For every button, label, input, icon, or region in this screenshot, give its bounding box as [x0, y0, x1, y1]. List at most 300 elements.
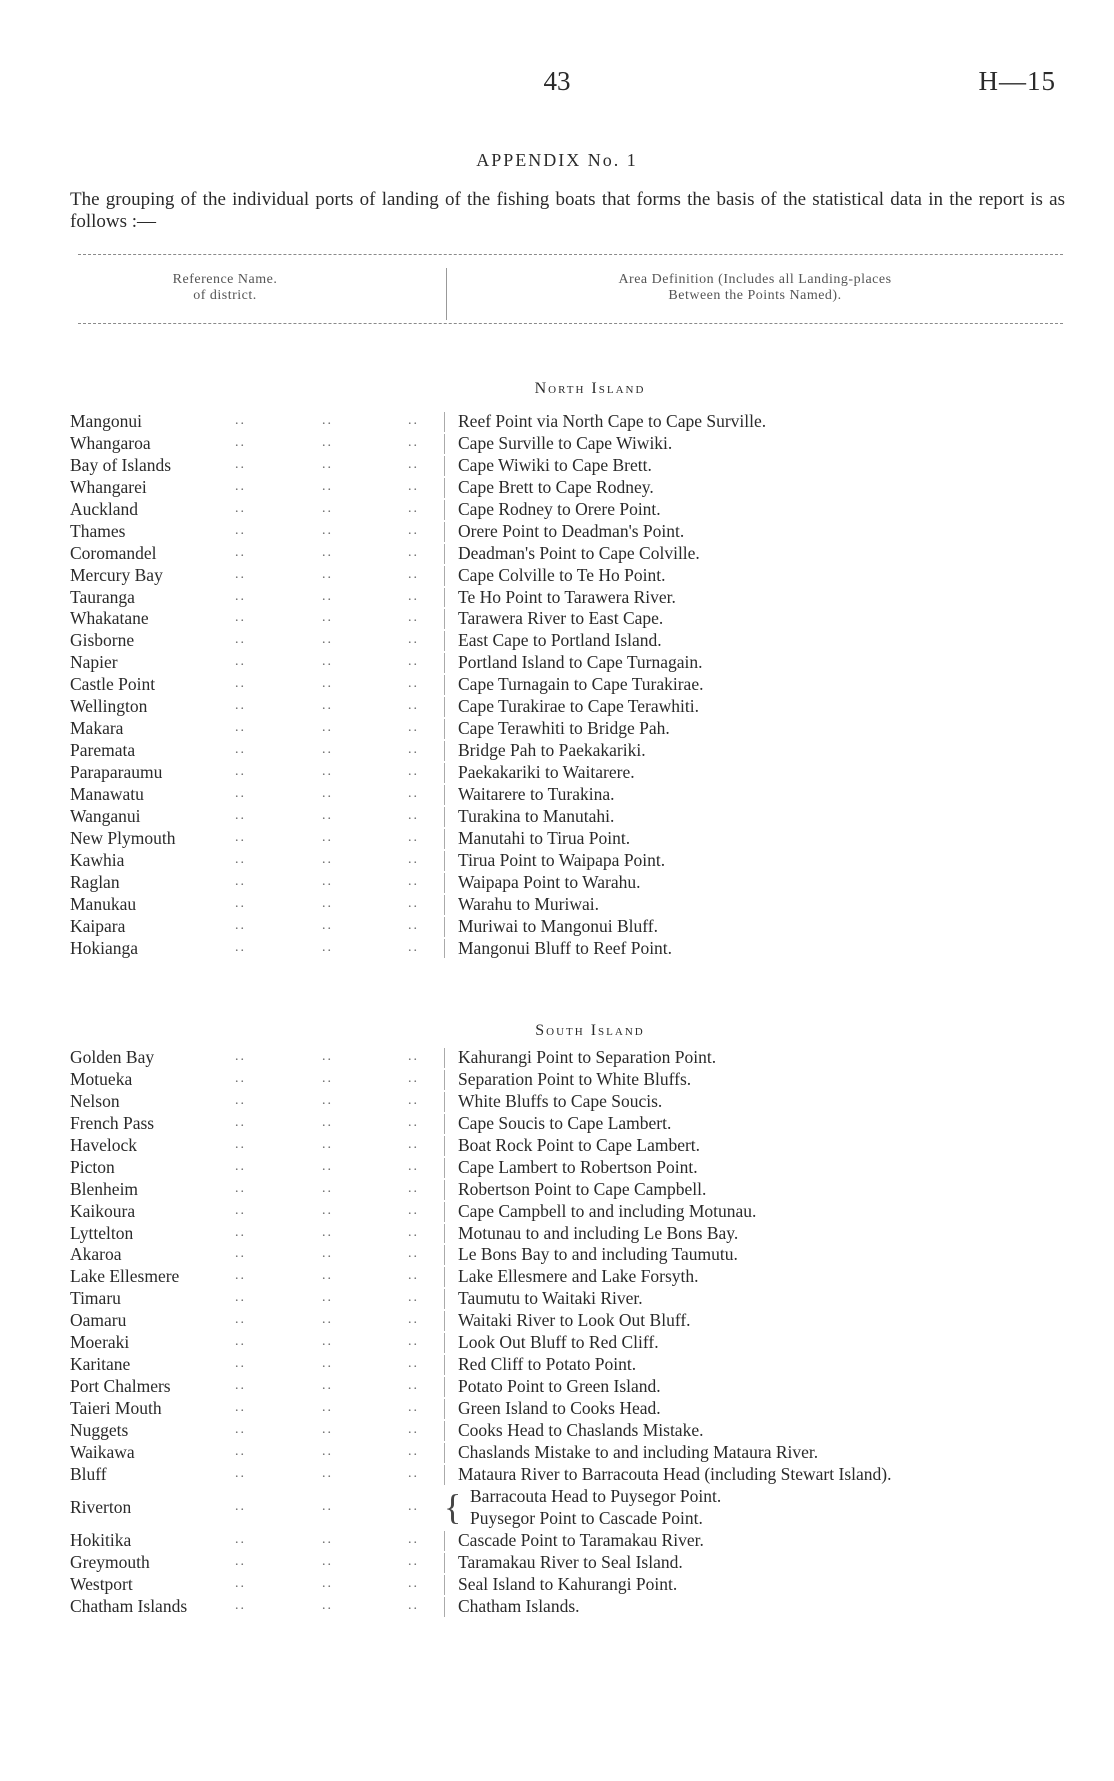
area-definition: Robertson Point to Cape Campbell.	[458, 1178, 707, 1199]
column-divider	[444, 807, 445, 827]
leader-dots: ..	[408, 1597, 419, 1613]
leader-dots: ..	[408, 1312, 419, 1328]
district-name: Manawatu	[70, 783, 144, 804]
leader-dots: ..	[408, 1443, 419, 1459]
district-name: Havelock	[70, 1134, 138, 1155]
column-divider	[444, 1158, 445, 1178]
page-number: 43	[543, 66, 571, 96]
column-heading-divider	[446, 268, 447, 320]
area-definition: Deadman's Point to Cape Colville.	[458, 542, 700, 563]
district-name: Nelson	[70, 1090, 120, 1111]
leader-dots: ..	[235, 1049, 246, 1064]
area-definition: Chatham Islands.	[458, 1595, 580, 1616]
district-name: Kawhia	[70, 849, 125, 870]
leader-dots: ..	[408, 785, 419, 801]
leader-dots: ..	[235, 632, 246, 648]
column-divider	[444, 719, 445, 739]
leader-dots: ..	[322, 456, 333, 472]
district-name: Raglan	[70, 871, 120, 892]
column-divider	[444, 895, 445, 915]
district-name: Hokianga	[70, 937, 139, 958]
table-row	[0, 1529, 1114, 1551]
leader-dots: ..	[408, 434, 419, 450]
column-divider	[444, 1553, 445, 1573]
table-row	[0, 1243, 1114, 1265]
leader-dots: ..	[322, 917, 333, 933]
leader-dots: ..	[408, 1224, 419, 1240]
leader-dots: ..	[235, 1443, 246, 1459]
leader-dots: ..	[408, 764, 419, 779]
column-divider	[444, 588, 445, 608]
area-definition: Cape Colville to Te Ho Point.	[458, 564, 666, 585]
column-divider	[444, 609, 445, 629]
area-definition: Taramakau River to Seal Island.	[458, 1551, 683, 1572]
leader-dots: ..	[408, 829, 419, 845]
district-name: Port Chalmers	[70, 1376, 171, 1397]
table-row	[0, 454, 1114, 476]
district-name: Bay of Islands	[70, 454, 172, 475]
district-name: Wellington	[70, 696, 148, 717]
leader-dots: ..	[235, 1356, 246, 1372]
column-divider	[444, 785, 445, 805]
brace-mark: {	[444, 1486, 462, 1527]
area-definition: Cape Brett to Cape Rodney.	[458, 476, 654, 497]
leader-dots: ..	[408, 544, 419, 560]
table-row	[0, 871, 1114, 893]
leader-dots: ..	[322, 1070, 333, 1086]
leader-dots: ..	[408, 939, 419, 955]
table-row	[0, 937, 1114, 959]
district-name: Whangaroa	[70, 432, 151, 453]
district-name: Manukau	[70, 893, 137, 914]
column-divider	[444, 1355, 445, 1375]
leader-dots: ..	[235, 1092, 246, 1108]
area-definition: Reef Point via North Cape to Cape Surville.	[458, 411, 767, 431]
area-definition: Cascade Point to Taramakau River.	[458, 1529, 704, 1550]
district-name: Paraparaumu	[70, 762, 163, 782]
leader-dots: ..	[322, 500, 333, 516]
leader-dots: ..	[408, 1378, 419, 1394]
column-divider	[444, 1180, 445, 1200]
district-name: Hokitika	[70, 1529, 132, 1550]
area-definition: Lake Ellesmere and Lake Forsyth.	[458, 1266, 699, 1287]
leader-dots: ..	[235, 917, 246, 933]
district-name: Auckland	[70, 498, 139, 519]
area-definition: East Cape to Portland Island.	[458, 630, 662, 651]
leader-dots: ..	[235, 544, 246, 560]
area-definition: Mangonui Bluff to Reef Point.	[458, 937, 673, 958]
table-row	[0, 849, 1114, 871]
leader-dots: ..	[322, 939, 333, 955]
table-row	[0, 893, 1114, 915]
district-name: Wanganui	[70, 805, 141, 826]
table-row	[0, 1573, 1114, 1595]
table-row	[0, 1156, 1114, 1178]
leader-dots: ..	[322, 632, 333, 648]
district-name: Timaru	[70, 1288, 121, 1309]
area-definition: Cape Terawhiti to Bridge Pah.	[458, 718, 670, 739]
leader-dots: ..	[235, 1224, 246, 1240]
area-definition: Cape Rodney to Orere Point.	[458, 498, 661, 519]
leader-dots: ..	[322, 434, 333, 450]
leader-dots: ..	[235, 566, 246, 582]
district-name: Nuggets	[70, 1419, 129, 1440]
column-divider	[444, 1202, 445, 1222]
table-header-rule	[78, 323, 1063, 324]
table-top-rule	[78, 254, 1063, 255]
table-row	[0, 805, 1114, 827]
leader-dots: ..	[235, 807, 246, 823]
area-definition: Te Ho Point to Tarawera River.	[458, 586, 676, 607]
leader-dots: ..	[235, 1070, 246, 1086]
area-definition: Waitarere to Turakina.	[458, 783, 615, 804]
leader-dots: ..	[322, 785, 333, 801]
table-row	[0, 717, 1114, 739]
table-row	[0, 1046, 1114, 1068]
column-divider	[444, 566, 445, 586]
table-row	[0, 586, 1114, 608]
column-divider	[444, 412, 445, 432]
table-row	[0, 1265, 1114, 1287]
column-divider	[444, 1289, 445, 1309]
leader-dots: ..	[322, 1498, 333, 1514]
district-name: French Pass	[70, 1112, 155, 1133]
district-name: Gisborne	[70, 630, 135, 651]
leader-dots: ..	[322, 544, 333, 560]
leader-dots: ..	[408, 588, 419, 604]
leader-dots: ..	[408, 851, 419, 867]
leader-dots: ..	[235, 851, 246, 867]
district-name: Makara	[70, 718, 124, 739]
column-divider	[444, 851, 445, 871]
leader-dots: ..	[322, 588, 333, 604]
leader-dots: ..	[408, 632, 419, 648]
intro-paragraph: The grouping of the individual ports of landing of the fishing boats that forms the basis of the statistical data in the report is as follows :—	[70, 189, 1065, 232]
area-definition: Cape Turnagain to Cape Turakirae.	[458, 674, 704, 695]
leader-dots: ..	[322, 522, 333, 538]
leader-dots: ..	[235, 676, 246, 692]
leader-dots: ..	[408, 1070, 419, 1086]
leader-dots: ..	[235, 1246, 246, 1262]
table-row	[0, 564, 1114, 586]
area-definition: Cape Soucis to Cape Lambert.	[458, 1112, 672, 1133]
column-divider	[444, 1048, 445, 1068]
leader-dots: ..	[322, 851, 333, 867]
column-divider	[444, 500, 445, 520]
column-divider	[444, 1597, 445, 1617]
area-definition: Green Island to Cooks Head.	[458, 1398, 661, 1418]
area-definition: Bridge Pah to Paekakariki.	[458, 740, 646, 761]
area-definition: Boat Rock Point to Cape Lambert.	[458, 1134, 701, 1155]
leader-dots: ..	[235, 434, 246, 450]
table-row	[0, 476, 1114, 498]
leader-dots: ..	[322, 1158, 333, 1174]
leader-dots: ..	[408, 676, 419, 692]
leader-dots: ..	[322, 1443, 333, 1459]
table-row	[0, 1595, 1114, 1617]
leader-dots: ..	[235, 522, 246, 538]
column-divider	[444, 917, 445, 937]
district-name: Chatham Islands	[70, 1595, 188, 1616]
district-name: Kaipara	[70, 915, 126, 936]
leader-dots: ..	[235, 1114, 246, 1130]
leader-dots: ..	[235, 698, 246, 714]
section-title-north-island: North Island	[534, 380, 646, 397]
leader-dots: ..	[408, 1136, 419, 1152]
district-name: Taieri Mouth	[70, 1398, 162, 1418]
area-definition: Waitaki River to Look Out Bluff.	[458, 1310, 691, 1331]
leader-dots: ..	[322, 720, 333, 736]
leader-dots: ..	[235, 895, 246, 911]
leader-dots: ..	[322, 1246, 333, 1262]
table-row	[0, 1551, 1114, 1573]
table-row	[0, 1485, 1114, 1529]
leader-dots: ..	[408, 1421, 419, 1437]
leader-dots: ..	[235, 829, 246, 845]
district-name: Castle Point	[70, 674, 156, 695]
table-row	[0, 1287, 1114, 1309]
column-divider	[444, 1245, 445, 1265]
table-row	[0, 673, 1114, 695]
district-name: Blenheim	[70, 1178, 139, 1199]
table-row	[0, 761, 1114, 783]
column-heading-reference-name: Reference Name. of district.	[172, 272, 278, 303]
district-name: Moeraki	[70, 1332, 130, 1353]
leader-dots: ..	[408, 610, 419, 626]
leader-dots: ..	[322, 1575, 333, 1591]
area-definition: Mataura River to Barracouta Head (including Stewart Island).	[458, 1463, 892, 1484]
leader-dots: ..	[235, 1136, 246, 1152]
district-name: Napier	[70, 652, 118, 673]
area-definition: Le Bons Bay to and including Taumutu.	[458, 1244, 738, 1265]
table-row	[0, 410, 1114, 432]
table-row	[0, 1441, 1114, 1463]
column-divider	[444, 1531, 445, 1551]
district-name: Mercury Bay	[70, 564, 163, 585]
leader-dots: ..	[408, 1158, 419, 1174]
leader-dots: ..	[235, 654, 246, 670]
area-definition: Look Out Bluff to Red Cliff.	[458, 1332, 659, 1353]
leader-dots: ..	[235, 1268, 246, 1284]
leader-dots: ..	[235, 1531, 246, 1547]
district-name: Paremata	[70, 740, 136, 761]
table-row	[0, 1419, 1114, 1441]
district-name: Picton	[70, 1156, 115, 1177]
column-divider	[444, 697, 445, 717]
area-definition: Muriwai to Mangonui Bluff.	[458, 915, 658, 936]
leader-dots: ..	[235, 720, 246, 736]
leader-dots: ..	[322, 1224, 333, 1240]
leader-dots: ..	[235, 1334, 246, 1350]
leader-dots: ..	[408, 1180, 419, 1196]
column-divider	[444, 1267, 445, 1287]
leader-dots: ..	[235, 742, 246, 758]
leader-dots: ..	[408, 807, 419, 823]
area-definition: Seal Island to Kahurangi Point.	[458, 1573, 678, 1594]
column-divider	[444, 1575, 445, 1595]
area-definition: Manutahi to Tirua Point.	[458, 827, 631, 848]
table-row	[0, 520, 1114, 542]
leader-dots: ..	[408, 1268, 419, 1284]
column-divider	[444, 478, 445, 498]
column-divider	[444, 1224, 445, 1244]
column-divider	[444, 741, 445, 761]
column-divider	[444, 1070, 445, 1090]
leader-dots: ..	[235, 764, 246, 779]
leader-dots: ..	[408, 1465, 419, 1481]
leader-dots: ..	[235, 785, 246, 801]
leader-dots: ..	[322, 873, 333, 889]
table-row	[0, 783, 1114, 805]
area-definition: White Bluffs to Cape Soucis.	[458, 1090, 663, 1111]
leader-dots: ..	[408, 1092, 419, 1108]
leader-dots: ..	[322, 566, 333, 582]
leader-dots: ..	[235, 1378, 246, 1394]
column-divider	[444, 675, 445, 695]
table-row	[0, 1353, 1114, 1375]
column-divider	[444, 1136, 445, 1156]
column-divider	[444, 1311, 445, 1331]
leader-dots: ..	[235, 1180, 246, 1196]
table-row	[0, 1222, 1114, 1244]
area-definition: Cape Campbell to and including Motunau.	[458, 1200, 757, 1221]
table-row	[0, 1463, 1114, 1485]
table-row	[0, 827, 1114, 849]
table-row	[0, 651, 1114, 673]
leader-dots: ..	[322, 1049, 333, 1064]
leader-dots: ..	[235, 1290, 246, 1306]
south-island-table	[0, 1046, 1114, 1617]
leader-dots: ..	[322, 676, 333, 692]
leader-dots: ..	[322, 1092, 333, 1108]
column-heading-area-definition: Area Definition (Includes all Landing-places Between the Points Named).	[618, 272, 892, 303]
area-definition: Cape Turakirae to Cape Terawhiti.	[458, 696, 699, 717]
leader-dots: ..	[322, 698, 333, 714]
leader-dots: ..	[408, 1290, 419, 1306]
appendix-title: APPENDIX No. 1	[476, 150, 638, 170]
district-name: Golden Bay	[70, 1047, 155, 1067]
column-divider	[444, 1421, 445, 1441]
district-name: Lyttelton	[70, 1222, 134, 1243]
table-row	[0, 1178, 1114, 1200]
district-name: Riverton	[70, 1496, 132, 1517]
column-divider	[444, 631, 445, 651]
area-definition: Orere Point to Deadman's Point.	[458, 520, 685, 541]
district-name: Motueka	[70, 1068, 133, 1089]
north-island-table	[0, 410, 1114, 958]
leader-dots: ..	[408, 1246, 419, 1262]
leader-dots: ..	[408, 1334, 419, 1350]
leader-dots: ..	[322, 1378, 333, 1394]
table-row	[0, 695, 1114, 717]
area-definition: Potato Point to Green Island.	[458, 1376, 661, 1397]
area-definition: Red Cliff to Potato Point.	[458, 1354, 637, 1375]
column-divider	[444, 763, 445, 783]
column-divider	[444, 873, 445, 893]
leader-dots: ..	[235, 610, 246, 626]
column-divider	[444, 434, 445, 454]
leader-dots: ..	[408, 698, 419, 714]
leader-dots: ..	[235, 1597, 246, 1613]
leader-dots: ..	[235, 1202, 246, 1218]
leader-dots: ..	[322, 1531, 333, 1547]
area-definition: Tirua Point to Waipapa Point.	[458, 849, 666, 870]
leader-dots: ..	[408, 522, 419, 538]
district-name: Tauranga	[70, 586, 135, 607]
area-definition: Cape Surville to Cape Wiwiki.	[458, 432, 673, 453]
leader-dots: ..	[235, 873, 246, 889]
leader-dots: ..	[322, 1268, 333, 1284]
leader-dots: ..	[322, 1290, 333, 1306]
district-name: Whakatane	[70, 608, 149, 629]
area-definition: Turakina to Manutahi.	[458, 805, 615, 826]
leader-dots: ..	[322, 895, 333, 911]
leader-dots: ..	[408, 566, 419, 582]
leader-dots: ..	[235, 1312, 246, 1328]
district-name: Coromandel	[70, 542, 157, 563]
leader-dots: ..	[408, 1553, 419, 1569]
column-divider	[444, 522, 445, 542]
leader-dots: ..	[408, 500, 419, 516]
table-row	[0, 607, 1114, 629]
district-name: Lake Ellesmere	[70, 1266, 180, 1287]
district-name: Karitane	[70, 1354, 131, 1375]
leader-dots: ..	[408, 654, 419, 670]
leader-dots: ..	[322, 807, 333, 823]
leader-dots: ..	[235, 1553, 246, 1569]
leader-dots: ..	[322, 1465, 333, 1481]
table-row	[0, 739, 1114, 761]
column-divider	[444, 1377, 445, 1397]
area-definition: Chaslands Mistake to and including Mataura River.	[458, 1441, 819, 1462]
column-divider	[444, 939, 445, 959]
district-name: Westport	[70, 1573, 133, 1594]
leader-dots: ..	[235, 1158, 246, 1174]
area-definition: Warahu to Muriwai.	[458, 893, 599, 914]
district-name: Kaikoura	[70, 1200, 136, 1221]
leader-dots: ..	[408, 1575, 419, 1591]
table-row	[0, 1309, 1114, 1331]
area-definition: Tarawera River to East Cape.	[458, 608, 664, 629]
column-divider	[444, 1114, 445, 1134]
area-definition: Kahurangi Point to Separation Point.	[458, 1047, 717, 1067]
area-definition: Paekakariki to Waitarere.	[458, 762, 635, 782]
table-row	[0, 542, 1114, 564]
leader-dots: ..	[235, 478, 246, 494]
column-divider	[444, 544, 445, 564]
district-name: Greymouth	[70, 1551, 150, 1572]
area-definition: Puysegor Point to Cascade Point.	[470, 1507, 703, 1528]
table-row	[0, 915, 1114, 937]
leader-dots: ..	[235, 1421, 246, 1437]
table-row	[0, 1375, 1114, 1397]
document-code: H—15	[978, 66, 1056, 96]
area-definition: Cooks Head to Chaslands Mistake.	[458, 1419, 704, 1440]
leader-dots: ..	[322, 1334, 333, 1350]
area-definition: Barracouta Head to Puysegor Point.	[470, 1485, 722, 1506]
leader-dots: ..	[235, 588, 246, 604]
area-definition: Motunau to and including Le Bons Bay.	[458, 1222, 739, 1243]
leader-dots: ..	[235, 1575, 246, 1591]
area-definition: Portland Island to Cape Turnagain.	[458, 652, 703, 673]
leader-dots: ..	[322, 1202, 333, 1218]
leader-dots: ..	[408, 1202, 419, 1218]
column-divider	[444, 653, 445, 673]
district-name: Mangonui	[70, 411, 142, 431]
district-name: Thames	[70, 520, 126, 541]
leader-dots: ..	[322, 1356, 333, 1372]
leader-dots: ..	[235, 500, 246, 516]
